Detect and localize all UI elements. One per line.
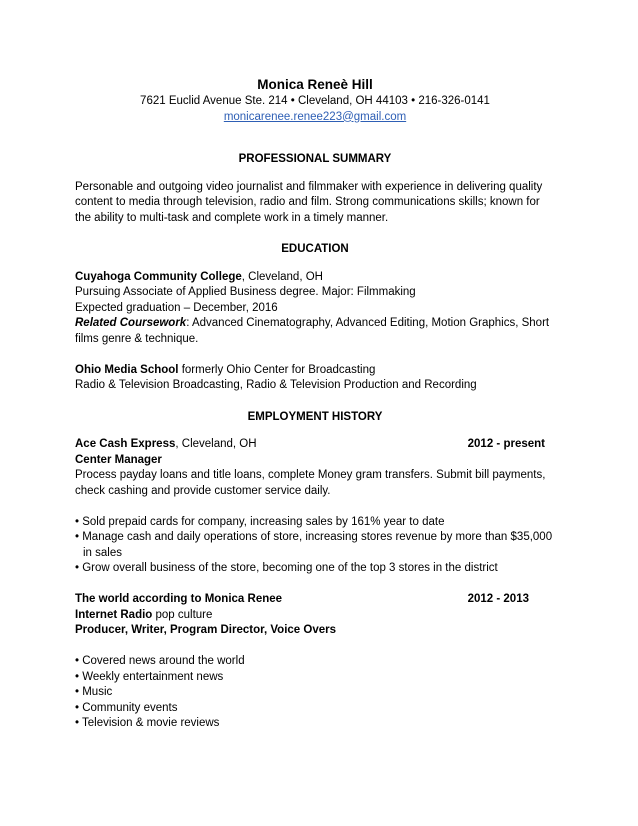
employment-heading: EMPLOYMENT HISTORY xyxy=(247,410,383,423)
summary-heading: PROFESSIONAL SUMMARY xyxy=(238,153,392,165)
job-2-dates: 2012 - 2013 xyxy=(467,593,529,605)
job-1-company: Ace Cash Express xyxy=(75,438,176,450)
summary-line-1: Personable and outgoing video journalist and filmmaker with experience in delivering quality xyxy=(75,180,543,193)
coursework-line xyxy=(75,316,555,332)
coursework-label: Related Coursework xyxy=(75,317,187,329)
job-1-title: Center Manager xyxy=(75,453,162,466)
job-2-sub-bold: Internet Radio xyxy=(75,608,153,621)
spacer xyxy=(75,639,555,655)
job-1-location: , Cleveland, OH xyxy=(175,438,257,450)
job-1-company-line xyxy=(75,437,257,453)
resume-content xyxy=(75,76,555,732)
school-2-name: Ohio Media School xyxy=(75,363,179,376)
job-1-bullet-2-cont xyxy=(75,546,555,562)
job-2-sub xyxy=(75,608,555,624)
school-2-line-1: Radio & Television Broadcasting, Radio & Television Production and Recording xyxy=(75,379,477,391)
school-2-header xyxy=(75,363,555,379)
job-2-bullet-3: • Music xyxy=(75,686,113,698)
school-2-rest: formerly Ohio Center for Broadcasting xyxy=(178,363,376,376)
email-link[interactable]: monicarenee.renee223@gmail.com xyxy=(223,110,407,123)
spacer xyxy=(75,347,555,363)
school-1-header xyxy=(75,270,555,286)
school-1-location: , Cleveland, OH xyxy=(241,270,323,283)
job-1-bullet-1: • Sold prepaid cards for company, increasing sales by 161% year to date xyxy=(75,515,445,528)
job-2-sub-rest: pop culture xyxy=(152,608,213,621)
school-1-line-1: Pursuing Associate of Applied Business degree. Major: Filmmaking xyxy=(75,286,416,298)
job-1-desc-2: check cashing and provide customer service daily. xyxy=(75,484,331,497)
job-2-bullet-5: • Television & movie reviews xyxy=(75,717,220,729)
school-1-name: Cuyahoga Community College xyxy=(75,270,242,283)
candidate-name: Monica Reneè Hill xyxy=(257,77,373,92)
job-2-company: The world according to Monica Renee xyxy=(75,593,283,605)
summary-line-3: the ability to multi-task and complete work in a timely manner. xyxy=(75,211,389,224)
coursework-text: : Advanced Cinematography, Advanced Editing, Motion Graphics, Short xyxy=(186,317,550,329)
spacer xyxy=(75,499,555,515)
email-line xyxy=(75,110,555,126)
job-1-header xyxy=(75,437,555,453)
school-1-line-2: Expected graduation – December, 2016 xyxy=(75,301,278,314)
spacer xyxy=(75,577,555,593)
job-1-dates: 2012 - present xyxy=(467,438,545,450)
contact-line: 7621 Euclid Avenue Ste. 214 • Cleveland, OH 44103 • 216-326-0141 xyxy=(140,95,490,107)
job-2-header xyxy=(75,592,555,608)
job-1-bullet-3: • Grow overall business of the store, becoming one of the top 3 stores in the district xyxy=(75,562,498,574)
education-heading: EDUCATION xyxy=(281,243,349,255)
coursework-cont: films genre & technique. xyxy=(75,332,199,345)
job-2-roles: Producer, Writer, Program Director, Voice Overs xyxy=(75,624,336,636)
job-1-desc-1: Process payday loans and title loans, complete Money gram transfers. Submit bill payments, xyxy=(75,469,546,481)
job-2-bullet-4: • Community events xyxy=(75,701,178,714)
job-1-bullet-2-cont-text: in sales xyxy=(83,546,122,559)
summary-line-2: content to media through television, radio and film. Strong communications skills; known for xyxy=(75,196,540,208)
job-2-bullet-1: • Covered news around the world xyxy=(75,655,245,667)
job-2-bullet-2: • Weekly entertainment news xyxy=(75,670,224,683)
job-1-bullet-2: • Manage cash and daily operations of store, increasing stores revenue by more than $35,000 xyxy=(75,531,553,543)
